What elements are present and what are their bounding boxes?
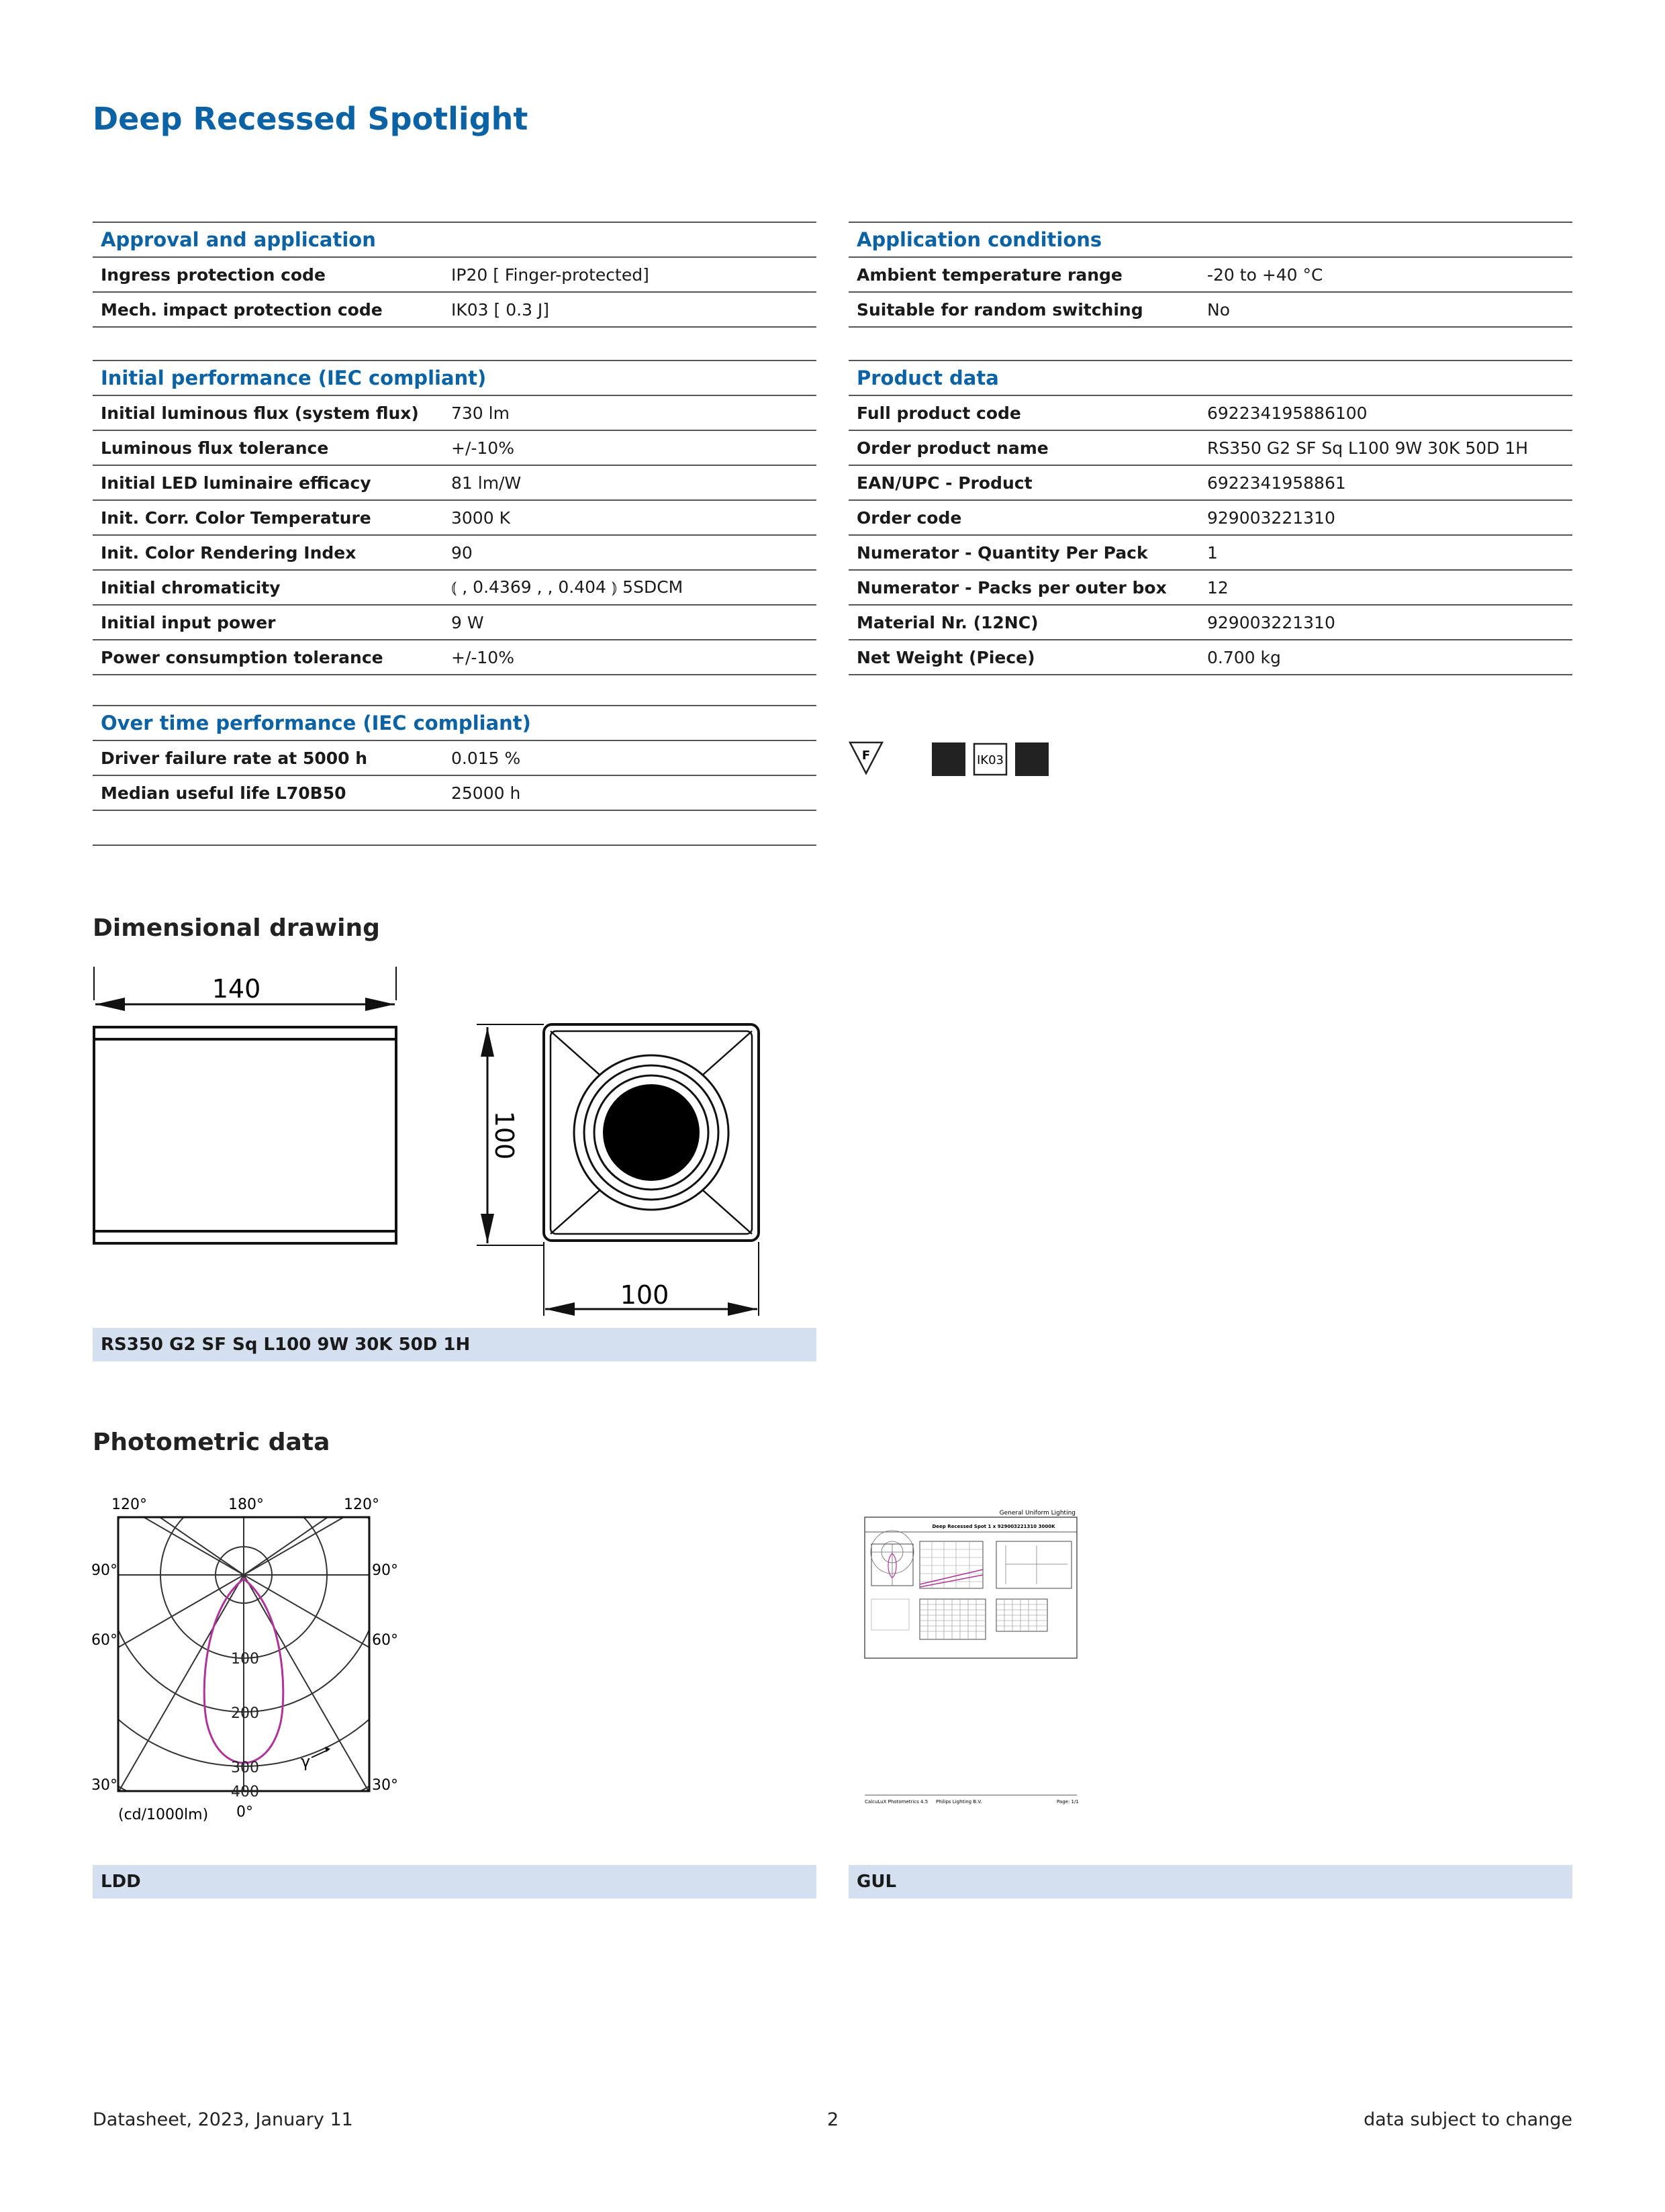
initial-performance-row — [93, 606, 816, 640]
application-conditions-heading: Application conditions — [849, 222, 1572, 258]
product-data-row — [849, 501, 1572, 536]
property-label: Ambient temperature range — [857, 265, 1123, 285]
footer-date: Datasheet, 2023, January 11 — [93, 2109, 353, 2130]
property-value: IK03 [ 0.3 J] — [451, 299, 550, 320]
property-label: Init. Color Rendering Index — [101, 542, 356, 563]
property-label: Initial input power — [101, 612, 276, 632]
angle-label-right-90: 90° — [372, 1562, 398, 1579]
property-label: Material Nr. (12NC) — [857, 612, 1039, 632]
black-square-icon-2 — [1015, 742, 1049, 776]
polar-diagram — [87, 1488, 410, 1837]
application-conditions-row — [849, 293, 1572, 328]
property-label: Power consumption tolerance — [101, 647, 383, 667]
gul-footer-left: CalcuLuX Photometrics 4.5 — [865, 1799, 929, 1805]
property-label: Full product code — [857, 403, 1021, 423]
property-label: Initial chromaticity — [101, 577, 281, 597]
angle-label-left-60: 60° — [91, 1632, 117, 1649]
over-time-row — [93, 741, 816, 776]
property-value: +/-10% — [451, 647, 514, 667]
initial-performance-row — [93, 501, 816, 536]
over-time-end-line — [93, 811, 816, 846]
angle-label-left-30: 30° — [91, 1777, 117, 1794]
property-label: Net Weight (Piece) — [857, 647, 1035, 667]
approval-row — [93, 293, 816, 328]
gul-footer-right: Page: 1/1 — [1057, 1799, 1079, 1805]
property-value: 81 lm/W — [451, 473, 522, 493]
property-label: Driver failure rate at 5000 h — [101, 748, 368, 768]
property-value: 730 lm — [451, 403, 510, 423]
property-value: 9 W — [451, 612, 484, 632]
angle-label-bottom: 0° — [236, 1804, 253, 1821]
gamma-label: γ — [301, 1752, 311, 1771]
over-time-row — [93, 776, 816, 811]
product-data-row — [849, 536, 1572, 571]
initial-performance-row — [93, 431, 816, 466]
ldd-caption: LDD — [93, 1865, 816, 1898]
dimensional-drawing — [87, 967, 772, 1329]
product-data-row — [849, 466, 1572, 501]
property-value: 12 — [1207, 577, 1229, 597]
certification-icons — [847, 738, 1069, 779]
initial-performance-table — [93, 360, 816, 675]
property-label: Suitable for random switching — [857, 299, 1143, 320]
gul-header: General Uniform Lighting — [999, 1510, 1076, 1517]
product-data-row — [849, 640, 1572, 675]
f-mark-text: F — [861, 749, 871, 763]
property-label: Initial luminous flux (system flux) — [101, 403, 419, 423]
application-conditions-row — [849, 258, 1572, 293]
ring-label-400: 400 — [231, 1784, 259, 1800]
property-label: Initial LED luminaire efficacy — [101, 473, 371, 493]
gul-footer-mid: Philips Lighting B.V. — [936, 1799, 982, 1805]
property-value: 692234195886100 — [1207, 403, 1368, 423]
front-view — [477, 1024, 759, 1316]
property-value: 0.700 kg — [1207, 647, 1281, 667]
gul-title: Deep Recessed Spot 1 x 929003221310 3000K — [932, 1524, 1055, 1529]
property-value: IP20 [ Finger-protected] — [451, 265, 649, 285]
ring-label-100: 100 — [231, 1651, 259, 1668]
angle-label-top-mid: 180° — [228, 1496, 264, 1513]
footer-page-number: 2 — [827, 2109, 839, 2130]
product-data-heading: Product data — [849, 360, 1572, 396]
dimensional-drawing-heading: Dimensional drawing — [93, 914, 380, 942]
property-label: EAN/UPC - Product — [857, 473, 1033, 493]
dimensional-caption: RS350 G2 SF Sq L100 9W 30K 50D 1H — [93, 1328, 816, 1361]
angle-label-right-60: 60° — [372, 1632, 398, 1649]
product-data-row — [849, 396, 1572, 431]
ik03-text: IK03 — [976, 753, 1004, 767]
depth-dimension-label: 100 — [620, 1280, 669, 1310]
property-label: Mech. impact protection code — [101, 299, 383, 320]
property-value: No — [1207, 299, 1230, 320]
property-value: -20 to +40 °C — [1207, 265, 1323, 285]
property-value: 3000 K — [451, 508, 510, 528]
angle-label-top-right: 120° — [344, 1496, 379, 1513]
product-data-row — [849, 606, 1572, 640]
angle-label-right-30: 30° — [372, 1777, 398, 1794]
angle-label-top-left: 120° — [111, 1496, 147, 1513]
width-dimension-label: 140 — [211, 974, 261, 1004]
property-value: 6922341958861 — [1207, 473, 1346, 493]
property-value: 1 — [1207, 542, 1218, 563]
photometric-heading: Photometric data — [93, 1429, 330, 1456]
initial-performance-row — [93, 571, 816, 606]
initial-performance-row — [93, 536, 816, 571]
initial-performance-row — [93, 396, 816, 431]
ring-label-300: 300 — [231, 1760, 259, 1776]
property-label: Ingress protection code — [101, 265, 326, 285]
application-conditions-table — [849, 222, 1572, 328]
initial-performance-row — [93, 466, 816, 501]
footer-disclaimer: data subject to change — [1364, 2109, 1572, 2130]
property-label: Order product name — [857, 438, 1049, 458]
approval-table — [93, 222, 816, 328]
approval-row — [93, 258, 816, 293]
ring-label-200: 200 — [231, 1705, 259, 1722]
property-label: Numerator - Quantity Per Pack — [857, 542, 1148, 563]
property-value: 90 — [451, 542, 473, 563]
over-time-table — [93, 705, 816, 846]
property-value: ⦅ , 0.4369 , , 0.404 ⦆ 5SDCM — [451, 577, 683, 597]
ik03-icon — [974, 744, 1006, 775]
over-time-heading: Over time performance (IEC compliant) — [93, 705, 816, 741]
gul-thumbnail — [862, 1505, 1090, 1827]
approval-heading: Approval and application — [93, 222, 816, 258]
product-data-row — [849, 571, 1572, 606]
property-label: Median useful life L70B50 — [101, 783, 346, 803]
height-dimension-label: 100 — [489, 1110, 519, 1160]
side-view — [94, 967, 396, 1243]
f-mark-icon — [850, 742, 882, 773]
product-data-row — [849, 431, 1572, 466]
property-value: 0.015 % — [451, 748, 521, 768]
property-label: Luminous flux tolerance — [101, 438, 329, 458]
intensity-unit-label: (cd/1000lm) — [118, 1807, 209, 1823]
property-label: Numerator - Packs per outer box — [857, 577, 1167, 597]
property-value: 25000 h — [451, 783, 521, 803]
initial-performance-row — [93, 640, 816, 675]
property-value: RS350 G2 SF Sq L100 9W 30K 50D 1H — [1207, 438, 1529, 458]
page-title: Deep Recessed Spotlight — [93, 101, 528, 137]
property-value: 929003221310 — [1207, 612, 1335, 632]
angle-label-left-90: 90° — [91, 1562, 117, 1579]
initial-performance-heading: Initial performance (IEC compliant) — [93, 360, 816, 396]
black-square-icon — [932, 742, 965, 776]
product-data-table — [849, 360, 1572, 675]
property-value: +/-10% — [451, 438, 514, 458]
property-label: Order code — [857, 508, 962, 528]
property-label: Init. Corr. Color Temperature — [101, 508, 371, 528]
gul-caption: GUL — [849, 1865, 1572, 1898]
property-value: 929003221310 — [1207, 508, 1335, 528]
